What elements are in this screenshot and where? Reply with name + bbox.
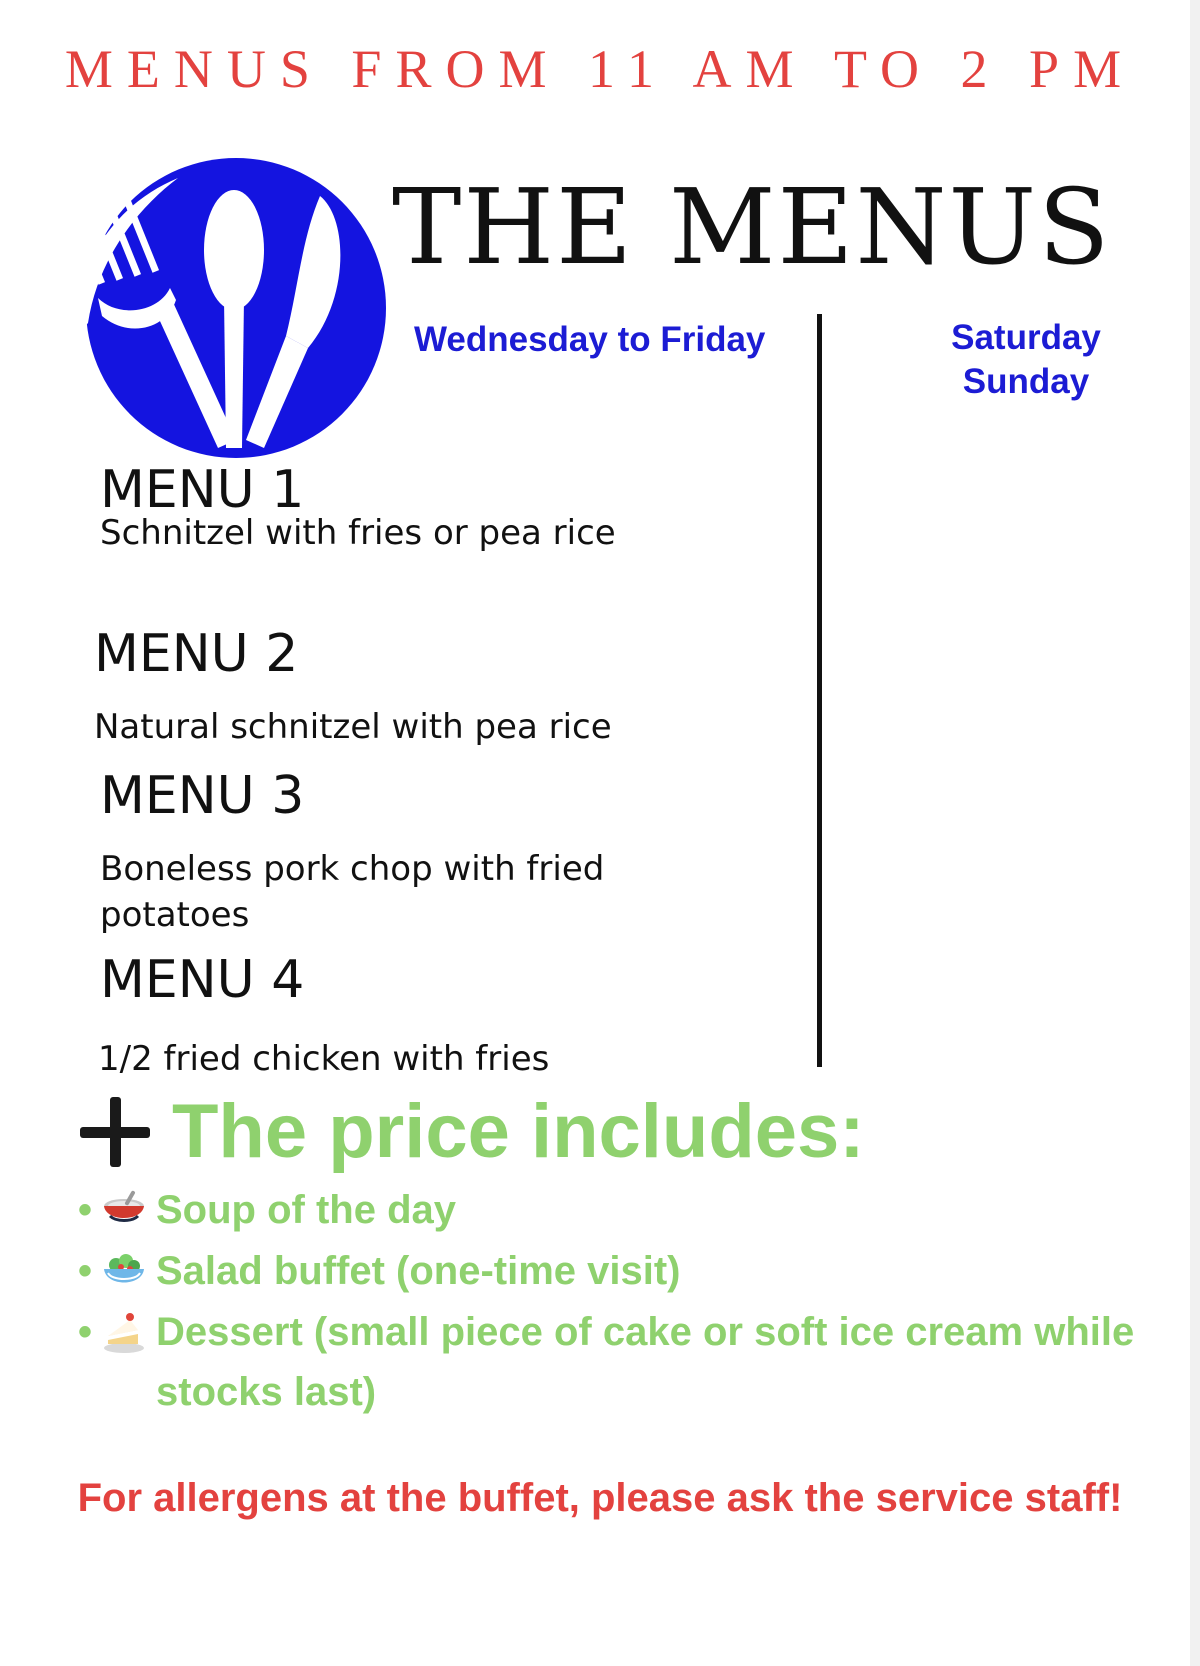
price-includes-title: The price includes: (172, 1089, 865, 1174)
weekend-day-saturday: Saturday (951, 318, 1101, 357)
cutlery-logo-icon (58, 148, 398, 458)
menu-4-description: 1/2 fried chicken with fries (98, 1039, 550, 1079)
menu-3-description: Boneless pork chop with fried potatoes (100, 849, 605, 935)
menu-2-title: MENU 2 (94, 624, 299, 684)
menu-1-title: MENU 1 (100, 460, 305, 520)
salad-bowl-icon (100, 1247, 148, 1295)
weekend-header (926, 316, 1126, 404)
list-item (78, 1180, 1158, 1240)
include-dessert-text: Dessert (small piece of cake or soft ice cream while stocks last) (156, 1310, 1135, 1414)
bullet: • (78, 1310, 93, 1354)
column-divider (817, 314, 822, 1067)
bullet: • (78, 1188, 93, 1232)
page-edge (1190, 0, 1200, 1666)
include-soup-text: Soup of the day (156, 1188, 456, 1232)
allergen-notice: For allergens at the buffet, please ask the service staff! (77, 1476, 1123, 1520)
menu-2-description: Natural schnitzel with pea rice (94, 707, 612, 747)
bullet: • (78, 1249, 93, 1293)
weekend-day-sunday: Sunday (962, 362, 1090, 401)
menu-3-title: MENU 3 (100, 766, 305, 826)
include-salad-text: Salad buffet (one-time visit) (156, 1249, 681, 1293)
menu-4-title: MENU 4 (100, 950, 305, 1010)
page-title: THE MENUS (392, 166, 1112, 288)
price-includes-list (78, 1180, 1158, 1423)
menu-1-description: Schnitzel with fries or pea rice (100, 513, 616, 553)
price-includes-heading (80, 1088, 865, 1175)
weekday-header: Wednesday to Friday (414, 320, 766, 359)
soup-bowl-icon (100, 1186, 148, 1234)
cake-slice-icon (100, 1308, 148, 1356)
plus-icon (80, 1097, 150, 1167)
list-item (78, 1241, 1158, 1301)
hours-banner: MENUS FROM 11 AM TO 2 PM (64, 39, 1136, 99)
list-item (78, 1302, 1158, 1422)
